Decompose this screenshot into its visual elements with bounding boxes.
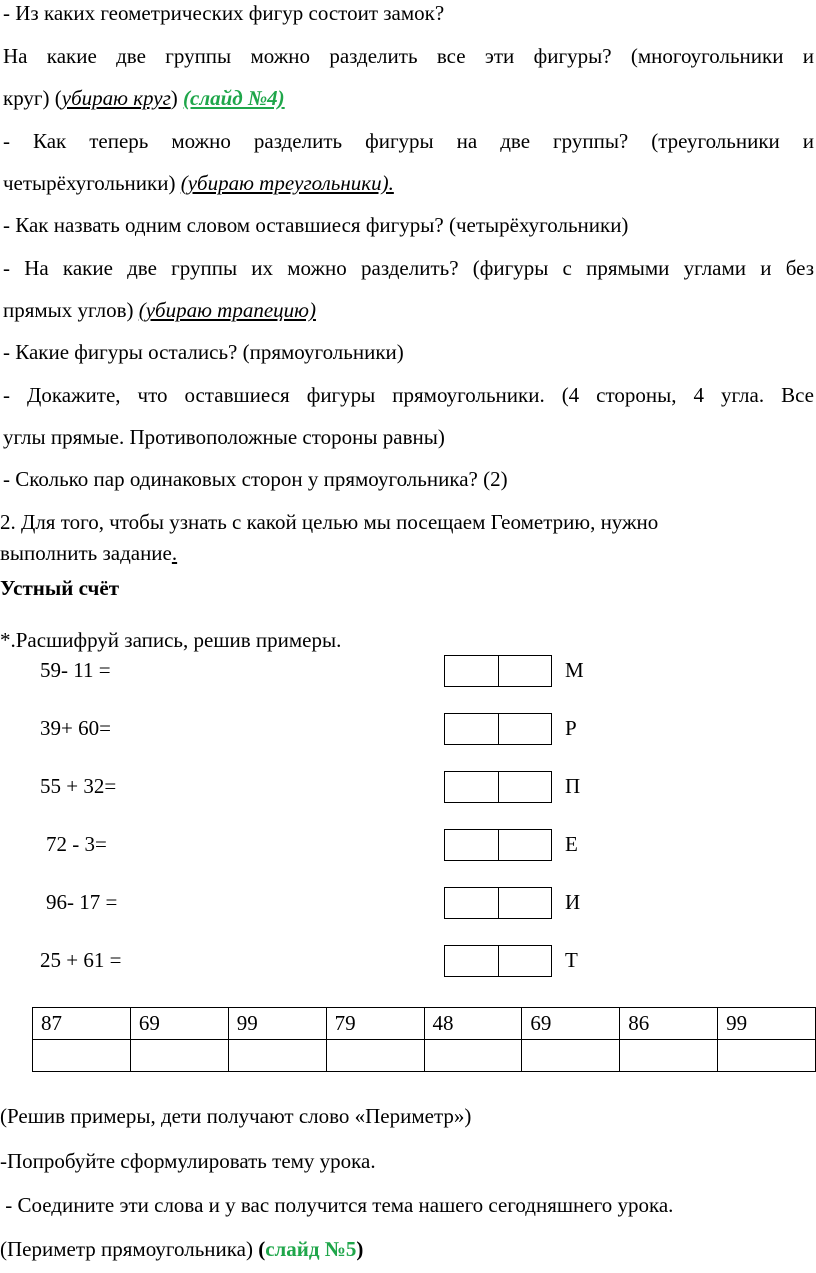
lesson-topic — [0, 1236, 814, 1262]
answer-box — [444, 945, 552, 977]
heading-mental-math: Устный счёт — [0, 576, 120, 600]
table-cell-empty — [228, 1040, 326, 1072]
example-letter: Р — [565, 716, 577, 740]
text-circle: круг) ( — [3, 86, 62, 110]
example-letter: М — [565, 658, 584, 682]
note-remove-circle: убираю круг — [61, 86, 171, 110]
example-expression: 72 - 3= — [46, 832, 107, 856]
decode-table — [32, 1007, 816, 1072]
table-cell-number: 87 — [33, 1008, 131, 1040]
task-2-continue — [0, 540, 814, 566]
text-close-paren: ) — [170, 86, 178, 110]
slide-5-label: слайд №5 — [265, 1237, 357, 1261]
slide-4-link: (слайд №4) — [183, 86, 285, 110]
question-divide-again: - Как теперь можно разделить фигуры на две группы? (треугольники и — [3, 129, 814, 153]
example-letter: П — [565, 774, 581, 798]
example-expression: 96- 17 = — [46, 890, 118, 914]
table-cell-empty — [620, 1040, 718, 1072]
table-cell-number: 48 — [424, 1008, 522, 1040]
answer-box — [444, 655, 552, 687]
prompt-formulate-topic: -Попробуйте сформулировать тему урока. — [0, 1149, 376, 1173]
table-cell-empty — [130, 1040, 228, 1072]
answer-box — [444, 887, 552, 919]
note-remove-trapezoid: (убираю трапецию) — [138, 298, 316, 322]
table-cell-empty — [522, 1040, 620, 1072]
example-letter: И — [565, 890, 581, 914]
text-quadrilaterals: четырёхугольники) — [3, 171, 176, 195]
answer-right-angles: углы прямые. Противоположные стороны равны) — [3, 425, 445, 449]
line-remove-circle — [3, 85, 814, 111]
text-period: . — [171, 541, 178, 565]
example-expression: 39+ 60= — [40, 716, 111, 740]
question-two-groups: На какие две группы можно разделить все эти фигуры? (многоугольники и — [3, 44, 814, 68]
table-cell-number: 99 — [228, 1008, 326, 1040]
table-cell-empty — [326, 1040, 424, 1072]
note-perimeter-word: (Решив примеры, дети получают слово «Периметр») — [0, 1104, 472, 1128]
example-letter: Е — [565, 832, 578, 856]
answer-box — [444, 771, 552, 803]
question-equal-sides: - Сколько пар одинаковых сторон у прямоугольника? (2) — [3, 467, 508, 491]
question-castle-shapes: - Из каких геометрических фигур состоит замок? — [3, 1, 445, 25]
task-decode: *.Расшифруй запись, решив примеры. — [0, 628, 342, 652]
answer-box — [444, 829, 552, 861]
question-one-word: - Как назвать одним словом оставшиеся фигуры? (четырёхугольники) — [3, 213, 629, 237]
table-row-letters — [33, 1040, 816, 1072]
prompt-combine-words: - Соедините эти слова и у вас получится тема нашего сегодняшнего урока. — [0, 1193, 674, 1217]
example-expression: 25 + 61 = — [40, 948, 122, 972]
table-cell-number: 79 — [326, 1008, 424, 1040]
table-cell-empty — [33, 1040, 131, 1072]
example-expression: 55 + 32= — [40, 774, 117, 798]
table-row-numbers — [33, 1008, 816, 1040]
question-prove-rectangles: - Докажите, что оставшиеся фигуры прямоугольники. (4 стороны, 4 угла. Все — [3, 383, 814, 407]
text-no-right-angles: прямых углов) — [3, 298, 134, 322]
text-open-paren: ( — [258, 1237, 266, 1261]
table-cell-empty — [718, 1040, 816, 1072]
note-remove-triangles: (убираю треугольники). — [180, 171, 394, 195]
table-cell-number: 69 — [522, 1008, 620, 1040]
text-close-paren: ) — [356, 1237, 364, 1261]
table-cell-empty — [424, 1040, 522, 1072]
text-topic: (Периметр прямоугольника) — [0, 1237, 253, 1261]
table-cell-number: 86 — [620, 1008, 718, 1040]
line-remove-trapezoid — [3, 297, 814, 323]
text-complete-task: выполнить задание — [0, 541, 172, 565]
table-cell-number: 69 — [130, 1008, 228, 1040]
line-remove-triangles — [3, 170, 814, 196]
example-letter: Т — [565, 948, 578, 972]
table-cell-number: 99 — [718, 1008, 816, 1040]
question-right-angles: - На какие две группы их можно разделить? (фигуры с прямыми углами и без — [3, 256, 814, 280]
example-expression: 59- 11 = — [40, 658, 111, 682]
question-remaining-shapes: - Какие фигуры остались? (прямоугольники) — [3, 340, 404, 364]
answer-box — [444, 713, 552, 745]
task-2-intro: 2. Для того, чтобы узнать с какой целью мы посещаем Геометрию, нужно — [0, 510, 659, 534]
